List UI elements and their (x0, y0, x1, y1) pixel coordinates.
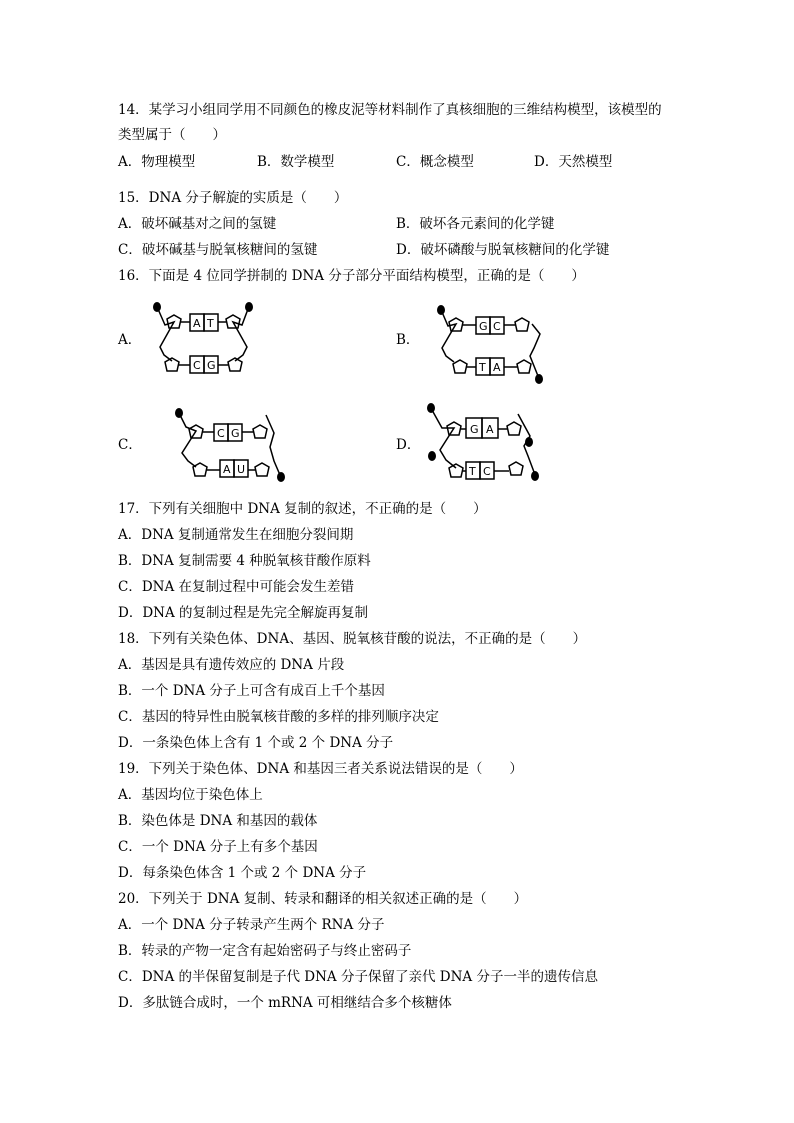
q16-option-a-label: A． (118, 332, 142, 348)
q18-stem: 18．下列有关染色体、DNA、基因、脱氧核苷酸的说法，不正确的是（ ） (118, 631, 587, 647)
q15-option-d: D．破坏磷酸与脱氧核糖间的化学键 (396, 242, 610, 258)
q16-a-bottom-right-base: G (207, 359, 216, 372)
q20-stem: 20．下列关于 DNA 复制、转录和翻译的相关叙述正确的是（ ） (118, 891, 528, 907)
q17-stem: 17．下列有关细胞中 DNA 复制的叙述，不正确的是（ ） (118, 501, 487, 517)
q20-option-d: D．多肽链合成时，一个 mRNA 可相继结合多个核糖体 (118, 995, 452, 1011)
q16-a-top-right-base: T (207, 317, 214, 330)
q20-option-c: C．DNA 的半保留复制是子代 DNA 分子保留了亲代 DNA 分子一半的遗传信息 (118, 969, 598, 985)
q19-option-a: A．基因均位于染色体上 (118, 787, 263, 803)
q14-stem-line2: 类型属于（ ） (118, 127, 226, 143)
q18-option-a: A．基因是具有遗传效应的 DNA 片段 (118, 657, 345, 673)
q16-b-top-left-base: G (479, 320, 488, 333)
q18-option-c: C．基因的特异性由脱氧核苷酸的多样的排列顺序决定 (118, 709, 439, 725)
q16-c-bottom-right-base: U (237, 463, 246, 476)
q16-c-top-right-base: G (231, 427, 240, 440)
q15-option-a: A．破坏碱基对之间的氢键 (118, 216, 277, 232)
q16-option-b-label: B． (396, 332, 420, 348)
q15-option-b: B．破坏各元素间的化学键 (396, 216, 555, 232)
q16-b-bottom-right-base: A (493, 361, 501, 374)
q16-a-bottom-left-base: C (193, 359, 201, 372)
q16-c-top-left-base: C (217, 427, 225, 440)
q16-stem: 16．下面是 4 位同学拼制的 DNA 分子部分平面结构模型，正确的是（ ） (118, 268, 585, 284)
q16-model-b-diagram (432, 300, 552, 388)
q16-option-c-label: C． (118, 437, 142, 453)
q16-b-top-right-base: C (493, 320, 501, 333)
q16-a-top-left-base: A (193, 317, 201, 330)
q14-stem-line1: 14．某学习小组同学用不同颜色的橡皮泥等材料制作了真核细胞的三维结构模型，该模型的 (118, 102, 662, 118)
q17-option-d: D．DNA 的复制过程是先完全解旋再复制 (118, 605, 369, 621)
q14-option-c: C．概念模型 (396, 154, 474, 170)
q16-model-a-diagram (150, 297, 265, 382)
q17-option-a: A．DNA 复制通常发生在细胞分裂间期 (118, 527, 354, 543)
q16-d-top-right-base: A (486, 423, 494, 436)
q17-option-c: C．DNA 在复制过程中可能会发生差错 (118, 579, 355, 595)
q14-option-b: B．数学模型 (257, 154, 335, 170)
q15-stem: 15．DNA 分子解旋的实质是（ ） (118, 190, 348, 206)
q15-option-c: C．破坏碱基与脱氧核糖间的氢键 (118, 242, 318, 258)
q20-option-b: B．转录的产物一定含有起始密码子与终止密码子 (118, 943, 412, 959)
q19-stem: 19．下列关于染色体、DNA 和基因三者关系说法错误的是（ ） (118, 761, 523, 777)
q14-option-d: D．天然模型 (534, 154, 613, 170)
q19-option-b: B．染色体是 DNA 和基因的载体 (118, 813, 318, 829)
q16-c-bottom-left-base: A (223, 463, 231, 476)
q20-option-a: A．一个 DNA 分子转录产生两个 RNA 分子 (118, 917, 385, 933)
q19-option-c: C．一个 DNA 分子上有多个基因 (118, 839, 318, 855)
q14-option-a: A．物理模型 (118, 154, 196, 170)
q16-d-bottom-left-base: T (469, 465, 476, 478)
q18-option-b: B．一个 DNA 分子上可含有成百上千个基因 (118, 683, 385, 699)
q17-option-b: B．DNA 复制需要 4 种脱氧核苷酸作原料 (118, 553, 371, 569)
q16-b-bottom-left-base: T (479, 361, 486, 374)
q18-option-d: D．一条染色体上含有 1 个或 2 个 DNA 分子 (118, 735, 394, 751)
q16-model-d-diagram (422, 400, 542, 492)
q16-d-bottom-right-base: C (483, 465, 491, 478)
q16-option-d-label: D． (396, 437, 421, 453)
q19-option-d: D．每条染色体含 1 个或 2 个 DNA 分子 (118, 865, 367, 881)
q16-d-top-left-base: G (470, 423, 479, 436)
q16-model-c-diagram (170, 405, 290, 487)
